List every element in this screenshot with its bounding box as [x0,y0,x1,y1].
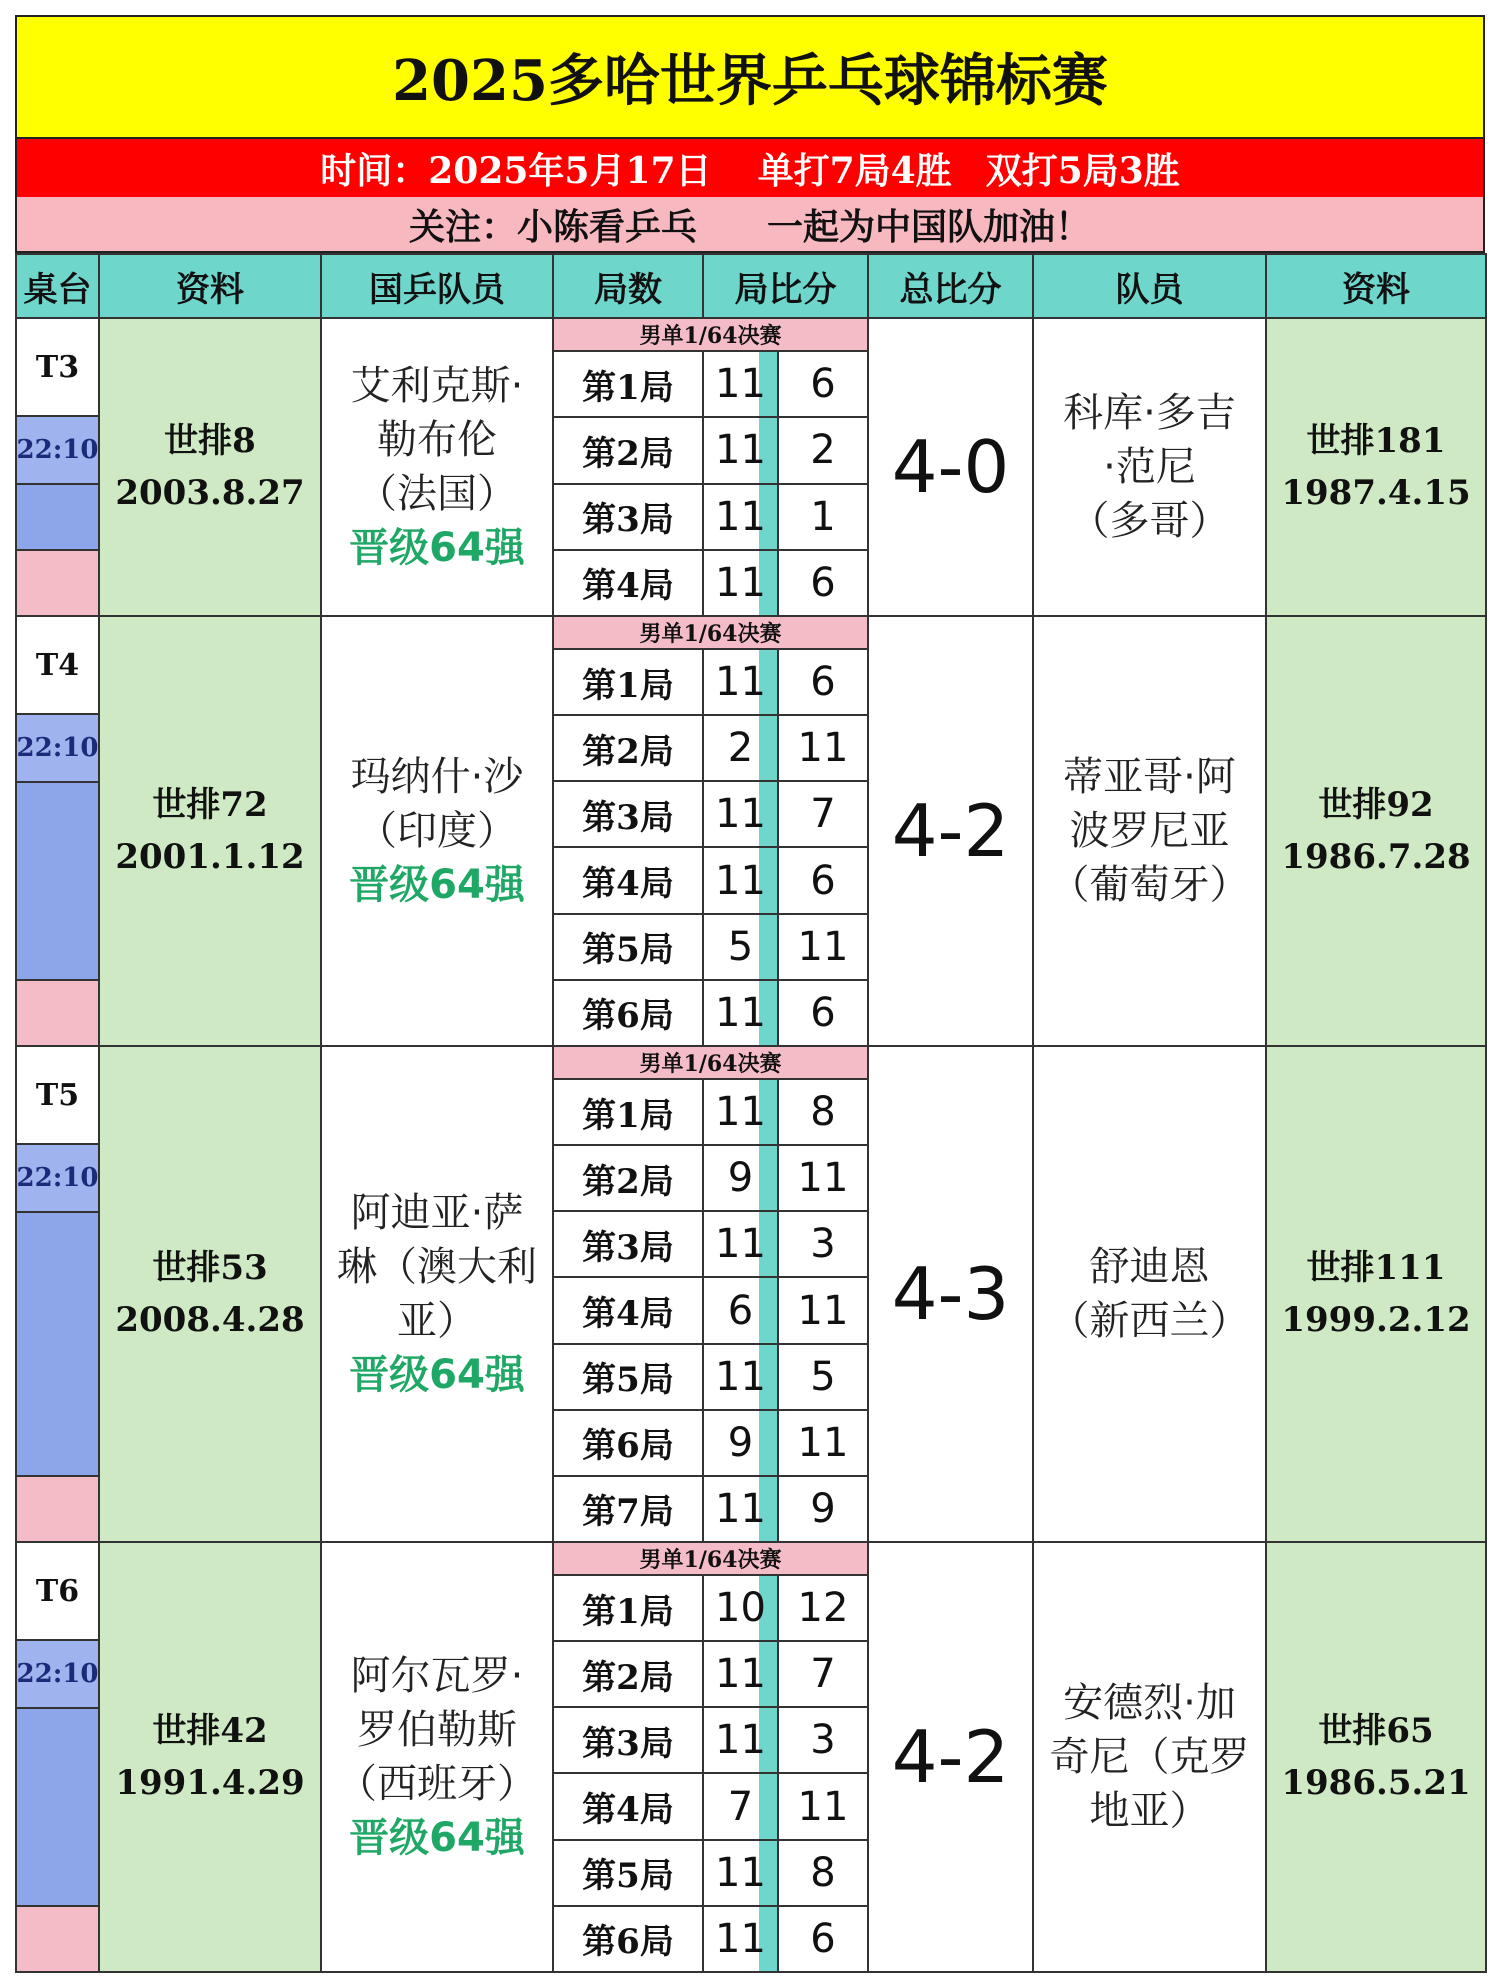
match-time: 22:10 [17,1145,98,1213]
cn-world-rank: 世排42 [152,1711,268,1751]
game-score-opponent: 8 [778,1079,868,1145]
game-label: 第3局 [553,484,703,550]
game-label: 第3局 [553,1211,703,1277]
game-score-opponent: 6 [778,351,868,417]
table-color-block [17,1709,98,1907]
game-score-opponent: 12 [778,1575,868,1641]
table-color-block [17,1477,98,1541]
opponent-name-line: （葡萄牙） [1049,862,1250,908]
game-label: 第4局 [553,1773,703,1839]
opponent-birthdate: 1999.2.12 [1281,1300,1471,1340]
cn-world-rank: 世排8 [164,421,256,461]
cn-world-rank: 世排72 [152,785,268,825]
table-number: T5 [17,1047,98,1145]
opponent-birthdate: 1987.4.15 [1281,473,1471,513]
game-label: 第1局 [553,649,703,715]
cn-player-name-line: 琳（澳大利 [337,1244,537,1290]
game-score-cn: 11 [703,1344,778,1410]
match-stage: 男单1/64决赛 [553,616,868,649]
game-score-cn: 10 [703,1575,778,1641]
table-column-stack [17,319,98,615]
game-score-opponent: 11 [778,715,868,781]
game-score-opponent: 1 [778,484,868,550]
game-score-cn: 11 [703,980,778,1046]
results-table [15,253,1487,1973]
cn-birthdate: 1991.4.29 [115,1763,305,1803]
game-label: 第1局 [553,351,703,417]
match-time: 22:10 [17,417,98,485]
game-score-cn: 11 [703,550,778,616]
game-score-cn: 11 [703,649,778,715]
cn-birthdate: 2003.8.27 [115,473,305,513]
opponent-name-line: （多哥） [1069,498,1230,544]
advance-result: 晋级64强 [349,525,525,571]
opponent-world-rank: 世排92 [1318,785,1434,825]
cn-player-name-line: 罗伯勒斯 [357,1707,517,1753]
match-time: 22:10 [17,715,98,783]
table-column-stack [17,1047,98,1541]
game-score-opponent: 7 [778,1641,868,1707]
match-row [16,318,1486,351]
table-color-block [17,485,98,551]
cn-player-info [99,616,321,1046]
game-score-opponent: 9 [778,1476,868,1542]
advance-result: 晋级64强 [349,1352,525,1398]
cn-player-name-line: （法国） [357,471,517,517]
opponent-birthdate: 1986.7.28 [1281,837,1471,877]
total-score: 4-2 [868,1542,1033,1972]
table-color-block [17,1907,98,1971]
header-table: 桌台 [16,254,99,318]
game-score-opponent: 6 [778,550,868,616]
table-color-block [17,551,98,615]
info-banner [15,139,1485,197]
opponent-birthdate: 1986.5.21 [1281,1763,1471,1803]
game-score-cn: 11 [703,1906,778,1972]
cn-player-info [99,1046,321,1542]
game-label: 第6局 [553,1410,703,1476]
opponent-world-rank: 世排181 [1306,421,1446,461]
cn-player-name-line: 阿迪亚·萨 [350,1190,524,1236]
game-label: 第6局 [553,1906,703,1972]
advance-result: 晋级64强 [349,862,525,908]
game-score-opponent: 5 [778,1344,868,1410]
header-row [16,254,1486,318]
header-info-right: 资料 [1266,254,1486,318]
cn-player-name-line: 阿尔瓦罗· [350,1653,524,1699]
game-label: 第5局 [553,1840,703,1906]
cn-player-info [99,1542,321,1972]
game-score-opponent: 11 [778,1145,868,1211]
game-score-opponent: 7 [778,781,868,847]
game-label: 第2局 [553,715,703,781]
total-score: 4-0 [868,318,1033,616]
game-score-cn: 2 [703,715,778,781]
game-score-cn: 9 [703,1145,778,1211]
game-score-opponent: 6 [778,1906,868,1972]
game-score-opponent: 11 [778,1277,868,1343]
game-label: 第5局 [553,914,703,980]
table-column-stack [17,617,98,1045]
cn-player-name-line: 艾利克斯· [350,363,524,409]
opponent-name-line: （新西兰） [1049,1298,1250,1344]
game-score-cn: 11 [703,847,778,913]
game-score-cn: 6 [703,1277,778,1343]
opponent-name-line: 地亚） [1089,1788,1210,1834]
match-row [16,1046,1486,1079]
header-info-left: 资料 [99,254,321,318]
opponent-world-rank: 世排65 [1318,1711,1434,1751]
cn-world-rank: 世排53 [152,1248,268,1288]
cn-player-name-line: 亚） [397,1298,477,1344]
game-label: 第5局 [553,1344,703,1410]
opponent-name-line: 蒂亚哥·阿 [1063,754,1236,800]
table-cell [16,1046,99,1542]
header-opponent: 队员 [1033,254,1266,318]
match-stage: 男单1/64决赛 [553,1046,868,1079]
game-label: 第2局 [553,1641,703,1707]
table-number: T3 [17,319,98,417]
match-stage: 男单1/64决赛 [553,318,868,351]
header-cn-player: 国乒队员 [321,254,553,318]
game-label: 第4局 [553,1277,703,1343]
game-score-opponent: 11 [778,1410,868,1476]
header-total: 总比分 [868,254,1033,318]
match-stage: 男单1/64决赛 [553,1542,868,1575]
opponent-name-line: 波罗尼亚 [1069,808,1230,854]
table-cell [16,318,99,616]
table-color-block [17,1213,98,1477]
game-score-cn: 11 [703,351,778,417]
game-label: 第2局 [553,1145,703,1211]
cn-birthdate: 2008.4.28 [115,1300,305,1340]
cn-player-name-line: （印度） [357,808,517,854]
cn-player [321,616,553,1046]
cn-player [321,318,553,616]
game-score-cn: 11 [703,1641,778,1707]
follow-banner [15,197,1485,253]
game-label: 第6局 [553,980,703,1046]
opponent-player [1033,1046,1266,1542]
opponent-player [1033,616,1266,1046]
results-body [16,318,1486,1972]
opponent-info [1266,1046,1486,1542]
game-score-cn: 11 [703,1476,778,1542]
singles-format: 单打7局4胜 [757,149,952,192]
game-score-cn: 5 [703,914,778,980]
cn-player [321,1046,553,1542]
opponent-player [1033,1542,1266,1972]
table-color-block [17,981,98,1045]
table-cell [16,616,99,1046]
advance-result: 晋级64强 [349,1815,525,1861]
game-label: 第3局 [553,1707,703,1773]
match-date: 时间：2025年5月17日 [320,149,712,192]
cn-player-info [99,318,321,616]
opponent-info [1266,616,1486,1046]
game-label: 第7局 [553,1476,703,1542]
game-score-opponent: 6 [778,847,868,913]
game-score-opponent: 2 [778,417,868,483]
game-score-cn: 11 [703,1840,778,1906]
game-score-cn: 11 [703,484,778,550]
cn-player-name-line: 玛纳什·沙 [350,754,524,800]
match-time: 22:10 [17,1641,98,1709]
match-row [16,1542,1486,1575]
header-games: 局数 [553,254,703,318]
game-score-cn: 11 [703,1707,778,1773]
game-score-cn: 7 [703,1773,778,1839]
table-color-block [17,783,98,981]
table-cell [16,1542,99,1972]
total-score: 4-2 [868,616,1033,1046]
game-score-opponent: 6 [778,649,868,715]
game-label: 第2局 [553,417,703,483]
game-label: 第1局 [553,1079,703,1145]
table-number: T4 [17,617,98,715]
page-title: 2025多哈世界乒乓球锦标赛 [15,15,1485,139]
table-number: T6 [17,1543,98,1641]
total-score: 4-3 [868,1046,1033,1542]
game-score-opponent: 3 [778,1707,868,1773]
doubles-format: 双打5局3胜 [985,149,1180,192]
game-score-cn: 11 [703,1211,778,1277]
game-score-cn: 11 [703,781,778,847]
opponent-player [1033,318,1266,616]
opponent-name-line: 舒迪恩 [1089,1244,1210,1290]
cn-birthdate: 2001.1.12 [115,837,305,877]
opponent-world-rank: 世排111 [1306,1248,1446,1288]
cheer-text: 一起为中国队加油！ [767,205,1092,248]
game-score-cn: 9 [703,1410,778,1476]
table-column-stack [17,1543,98,1971]
cn-player-name-line: 勒布伦 [377,417,497,463]
game-label: 第4局 [553,847,703,913]
opponent-info [1266,318,1486,616]
game-score-opponent: 6 [778,980,868,1046]
opponent-info [1266,1542,1486,1972]
game-score-opponent: 3 [778,1211,868,1277]
opponent-name-line: 安德烈·加 [1063,1680,1236,1726]
follow-text: 关注：小陈看乒乓 [408,205,697,248]
game-label: 第3局 [553,781,703,847]
game-score-cn: 11 [703,417,778,483]
match-row [16,616,1486,649]
game-score-cn: 11 [703,1079,778,1145]
game-label: 第1局 [553,1575,703,1641]
header-game-score: 局比分 [703,254,868,318]
game-score-opponent: 8 [778,1840,868,1906]
cn-player [321,1542,553,1972]
opponent-name-line: ·范尼 [1103,444,1196,490]
opponent-name-line: 科库·多吉 [1063,390,1236,436]
opponent-name-line: 奇尼（克罗 [1049,1734,1250,1780]
game-label: 第4局 [553,550,703,616]
cn-player-name-line: （西班牙） [337,1761,537,1807]
game-score-opponent: 11 [778,914,868,980]
game-score-opponent: 11 [778,1773,868,1839]
